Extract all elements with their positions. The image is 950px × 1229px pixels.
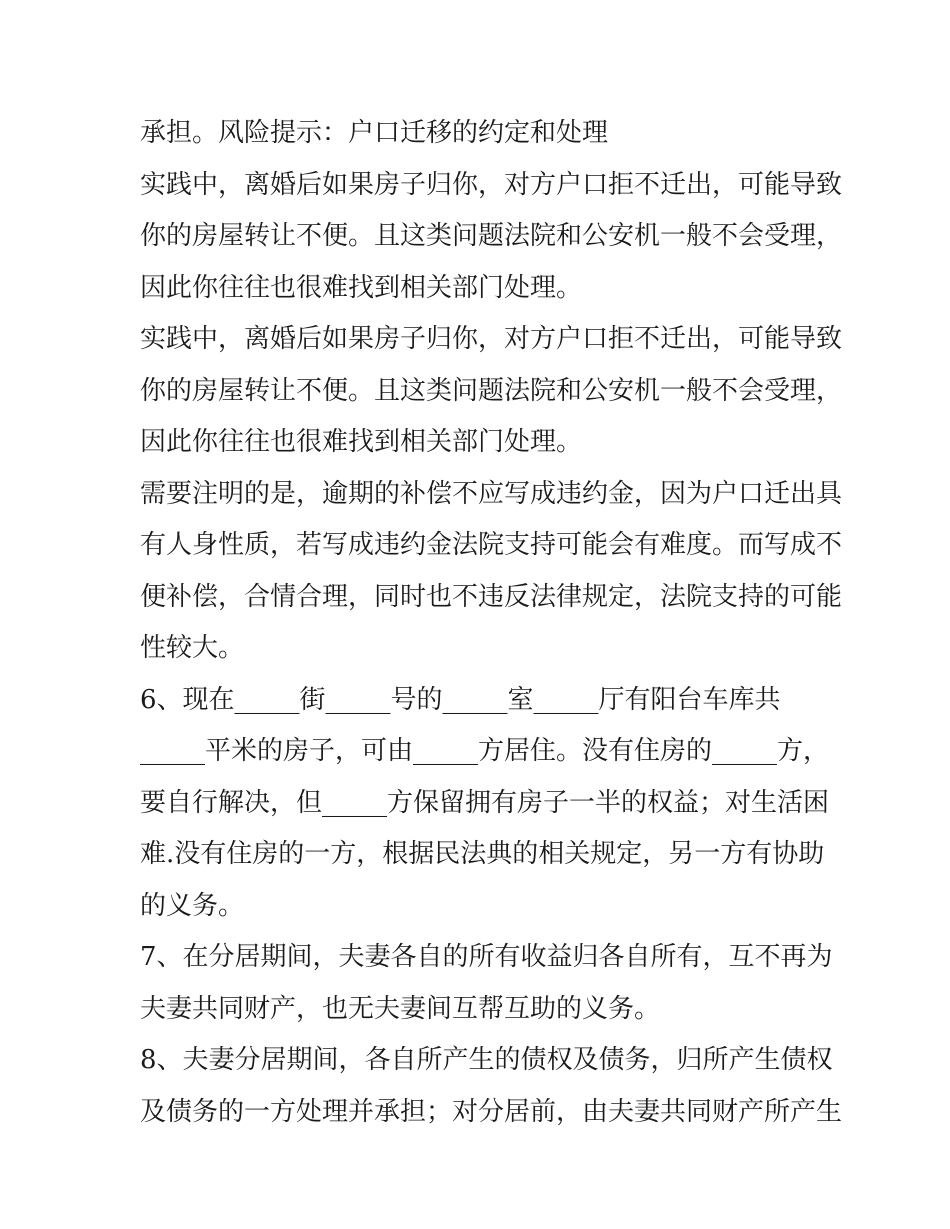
text-line: 有人身性质，若写成违约金法院支持可能会有难度。而写成不 [140, 530, 843, 560]
text-line: 8、夫妻分居期间，各自所产生的债权及债务，归所产生债权 [140, 1045, 833, 1075]
text-line: _____平米的房子，可由_____方居住。没有住房的_____方， [140, 736, 830, 766]
text-line: 要自行解决，但_____方保留拥有房子一半的权益；对生活困 [140, 787, 830, 818]
text-line: 实践中，离婚后如果房子归你，对方户口拒不迁出，可能导致 [140, 169, 843, 200]
text-line: 及债务的一方处理并承担；对分居前，由夫妻共同财产所产生 [140, 1096, 843, 1127]
text-line: 6、现在_____街_____号的_____室_____厅有阳台车库共 [140, 684, 781, 715]
text-line: 难.没有住房的一方，根据民法典的相关规定，另一方有协助 [140, 839, 825, 869]
text-line: 便补偿，合情合理，同时也不违反法律规定，法院支持的可能 [140, 581, 843, 612]
text-line: 的义务。 [140, 890, 245, 921]
text-line: 你的房屋转让不便。且这类问题法院和公安机一般不会受理， [140, 221, 843, 251]
text-line: 因此你往往也很难找到相关部门处理。 [140, 272, 583, 303]
text-line: 实践中，离婚后如果房子归你，对方户口拒不迁出，可能导致 [140, 324, 843, 354]
text-line: 你的房屋转让不便。且这类问题法院和公安机一般不会受理， [140, 375, 843, 406]
text-line: 因此你往往也很难找到相关部门处理。 [140, 427, 583, 457]
text-line: 夫妻共同财产，也无夫妻间互帮互助的义务。 [140, 993, 661, 1024]
text-line: 需要注明的是，逾期的补偿不应写成违约金，因为户口迁出具 [140, 478, 843, 509]
text-line: 承担。风险提示：户口迁移的约定和处理 [140, 118, 609, 148]
text-line: 性较大。 [140, 633, 245, 663]
text-line: 7、在分居期间，夫妻各自的所有收益归各自所有，互不再为 [140, 942, 833, 972]
document-body [140, 108, 843, 1138]
